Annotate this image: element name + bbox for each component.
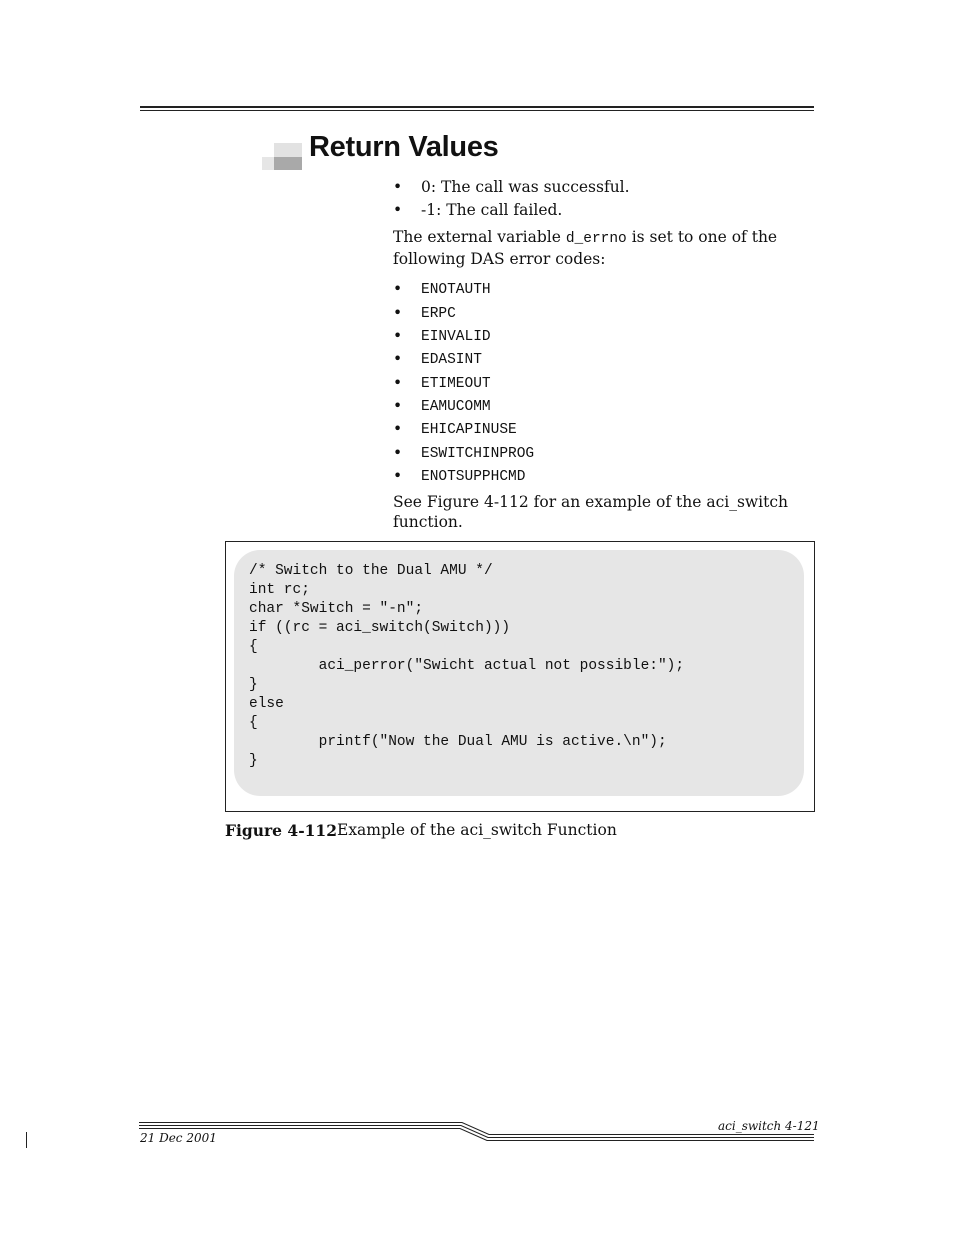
figure-number: Figure 4-112: [225, 821, 337, 840]
heading-decoration-square: [262, 157, 274, 170]
paragraph-text: The external variable: [393, 228, 566, 246]
figure-caption: Example of the aci_switch Function: [337, 821, 617, 839]
variable-name: d_errno: [565, 231, 627, 247]
error-code: EAMUCOMM: [421, 399, 491, 415]
error-code: ERPC: [421, 306, 456, 322]
error-code: EHICAPINUSE: [421, 422, 517, 438]
change-bar: [26, 1132, 27, 1148]
bullet-icon: •: [393, 280, 403, 298]
bullet-icon: •: [393, 374, 403, 392]
header-rule-thick: [140, 106, 814, 108]
return-value-text: 0: The call was successful.: [421, 178, 630, 196]
error-code: ENOTSUPPHCMD: [421, 469, 526, 485]
error-code: EDASINT: [421, 352, 482, 368]
footer-page-number: 4-121: [785, 1119, 820, 1133]
errno-paragraph: [393, 228, 818, 269]
code-line: if ((rc = aci_switch(Switch))): [249, 620, 511, 636]
heading-decoration-square: [274, 143, 302, 157]
bullet-icon: •: [393, 201, 403, 219]
bullet-icon: •: [393, 178, 403, 196]
code-line: }: [249, 753, 258, 769]
code-line: }: [249, 677, 258, 693]
return-value-text: -1: The call failed.: [421, 201, 563, 219]
bullet-icon: •: [393, 350, 403, 368]
code-line: printf("Now the Dual AMU is active.\n");: [249, 734, 667, 750]
error-code: EINVALID: [421, 329, 491, 345]
code-line: char *Switch = "-n";: [249, 601, 424, 617]
header-rule-thin: [140, 110, 814, 111]
error-code: ENOTAUTH: [421, 282, 491, 298]
bullet-icon: •: [393, 444, 403, 462]
code-line: {: [249, 639, 258, 655]
code-line: int rc;: [249, 582, 310, 598]
bullet-icon: •: [393, 304, 403, 322]
bullet-icon: •: [393, 397, 403, 415]
code-line: else: [249, 696, 284, 712]
paragraph-text: is set to one of the following DAS error codes:: [393, 228, 778, 268]
heading-decoration-square: [274, 157, 302, 170]
bullet-icon: •: [393, 420, 403, 438]
code-line: /* Switch to the Dual AMU */: [249, 563, 493, 579]
bullet-icon: •: [393, 467, 403, 485]
section-title: Return Values: [309, 131, 499, 163]
code-line: aci_perror("Swicht actual not possible:");: [249, 658, 685, 674]
bullet-icon: •: [393, 327, 403, 345]
error-code: ESWITCHINPROG: [421, 446, 535, 462]
code-block: [249, 562, 684, 771]
see-figure-text: See Figure 4-112 for an example of the aci_switch function.: [393, 493, 789, 531]
code-line: {: [249, 715, 258, 731]
footer-date: 21 Dec 2001: [140, 1131, 217, 1145]
footer-rules: [138, 1118, 816, 1146]
footer-topic: aci_switch: [718, 1119, 782, 1133]
error-code: ETIMEOUT: [421, 376, 491, 392]
